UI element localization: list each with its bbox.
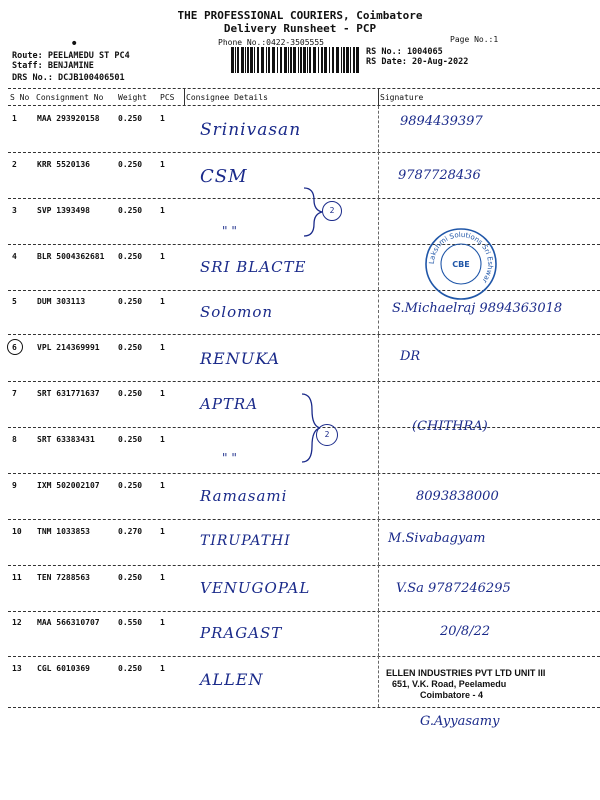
company-title: THE PROFESSIONAL COURIERS, Coimbatore xyxy=(177,9,423,22)
row-consignment-no: TNM 1033853 xyxy=(37,527,90,536)
row-consignment-no: MAA 566310707 xyxy=(37,618,100,627)
row-consignee-handwriting: PRAGAST xyxy=(200,624,283,642)
row-weight: 0.250 xyxy=(118,389,143,398)
row-signature-handwriting: M.Sivabagyam xyxy=(388,531,486,546)
signature-col-divider xyxy=(378,565,379,611)
row-consignment-no: SRT 631771637 xyxy=(37,389,100,398)
row-consignee-handwriting: Ramasami xyxy=(200,487,288,505)
row-sno: 4 xyxy=(12,252,17,261)
row-pcs: 1 xyxy=(160,206,165,215)
row-consignment-no: SVP 1393498 xyxy=(37,206,90,215)
row-divider xyxy=(8,519,600,520)
signature-col-divider xyxy=(378,152,379,198)
row-consignee-handwriting: VENUGOPAL xyxy=(200,579,311,597)
row-divider xyxy=(8,334,600,335)
rs-date: RS Date: 20-Aug-2022 xyxy=(366,57,469,67)
row-divider xyxy=(8,656,600,657)
row-sno: 7 xyxy=(12,389,17,398)
row-pcs: 1 xyxy=(160,252,165,261)
table-header-rule xyxy=(8,105,600,106)
stamp-line-3: Coimbatore - 4 xyxy=(420,690,484,700)
row-pcs: 1 xyxy=(160,435,165,444)
row-divider xyxy=(8,152,600,153)
row-consignment-no: MAA 293920158 xyxy=(37,114,100,123)
col-signature: Signature xyxy=(380,93,424,102)
row-consignee-handwriting: APTRA xyxy=(200,395,259,413)
row-weight: 0.250 xyxy=(118,664,143,673)
signature-col-divider xyxy=(378,427,379,473)
row-signature-handwriting: S.Michaelraj 9894363018 xyxy=(392,301,563,316)
signature-col-divider xyxy=(378,519,379,565)
row-weight: 0.250 xyxy=(118,114,143,123)
row-sno: 1 xyxy=(12,114,17,123)
signature-col-divider xyxy=(378,198,379,244)
row-consignee-handwriting: RENUKA xyxy=(200,349,281,368)
row-divider xyxy=(8,565,600,566)
barcode xyxy=(231,47,359,73)
row-divider xyxy=(8,290,600,291)
row-consignee-handwriting: SRI BLACTE xyxy=(200,258,307,276)
rs-number: RS No.: 1004065 xyxy=(366,47,443,57)
row-consignee-handwriting: Srinivasan xyxy=(200,120,302,140)
col-sno: S No xyxy=(10,93,30,102)
row-signature-handwriting: 9787728436 xyxy=(398,168,481,183)
row-consignment-no: IXM 502002107 xyxy=(37,481,100,490)
row-sno: 9 xyxy=(12,481,17,490)
row-consignment-no: CGL 6010369 xyxy=(37,664,90,673)
row-weight: 0.250 xyxy=(118,297,143,306)
stamp-line-1: ELLEN INDUSTRIES PVT LTD UNIT III xyxy=(386,668,546,678)
company-rubber-stamp xyxy=(386,668,545,701)
row-divider xyxy=(8,611,600,612)
col-consignee: Consignee Details xyxy=(186,93,268,102)
row-weight: 0.250 xyxy=(118,252,143,261)
row-sno: 10 xyxy=(12,527,22,536)
row-pcs: 1 xyxy=(160,527,165,536)
svg-text:CBE: CBE xyxy=(452,260,470,269)
row-weight: 0.250 xyxy=(118,343,143,352)
table-top-rule xyxy=(8,88,600,89)
col-pcs: PCS xyxy=(160,93,175,102)
page-number: Page No.:1 xyxy=(450,35,499,44)
row-consignee-handwriting: CSM xyxy=(200,166,248,187)
row-consignment-no: VPL 214369991 xyxy=(37,343,100,352)
row-divider xyxy=(8,707,600,708)
row-sno: 8 xyxy=(12,435,17,444)
col-weight: Weight xyxy=(118,93,147,102)
row-sno: 5 xyxy=(12,297,17,306)
row-signature-handwriting: DR xyxy=(400,349,421,364)
phone-number: Phone No.:0422-3505555 xyxy=(218,38,324,47)
row-divider xyxy=(8,381,600,382)
signature-col-divider xyxy=(378,473,379,519)
row-pcs: 1 xyxy=(160,114,165,123)
row-pcs: 1 xyxy=(160,297,165,306)
row-sno: 13 xyxy=(12,664,22,673)
row-consignment-no: TEN 7288563 xyxy=(37,573,90,582)
row-sno: 12 xyxy=(12,618,22,627)
row-consignment-no: SRT 63383431 xyxy=(37,435,95,444)
row-pcs: 1 xyxy=(160,343,165,352)
row-sno: 3 xyxy=(12,206,17,215)
route-label: Route: PEELAMEDU ST PC4 xyxy=(12,51,130,61)
col-divider-consignee xyxy=(184,89,185,105)
circled-count-a: 2 xyxy=(322,201,342,221)
stamp-line-2: 651, V.K. Road, Peelamedu xyxy=(392,679,507,689)
ditto-mark-row8: " " xyxy=(222,451,237,465)
row-sno: 6 xyxy=(12,343,17,352)
staff-label: Staff: BENJAMINE xyxy=(12,61,94,71)
row-signature-handwriting: V.Sa 9787246295 xyxy=(396,581,511,596)
row-pcs: 1 xyxy=(160,160,165,169)
row-weight: 0.250 xyxy=(118,481,143,490)
svg-text:Lakshmi Solutions Sri Eshwar: Lakshmi Solutions Sri Eshwar xyxy=(427,230,495,285)
col-consignment: Consignment No xyxy=(36,93,104,102)
row-pcs: 1 xyxy=(160,664,165,673)
row-consignee-handwriting: ALLEN xyxy=(200,670,264,689)
circled-count-b: 2 xyxy=(316,424,338,446)
signature-col-divider xyxy=(378,289,379,334)
row-consignment-no: BLR 5004362681 xyxy=(37,252,105,261)
signature-col-divider xyxy=(378,610,379,656)
row-6-circle xyxy=(7,339,23,355)
row-signature-handwriting: 9894439397 xyxy=(400,114,483,129)
signature-col-divider xyxy=(378,381,379,427)
sheet-title: Delivery Runsheet - PCP xyxy=(223,22,377,35)
row-weight: 0.250 xyxy=(118,160,143,169)
row-signature-handwriting: G.Ayyasamy xyxy=(420,714,500,729)
row-sno: 2 xyxy=(12,160,17,169)
row-signature-handwriting: (CHITHRA) xyxy=(412,419,488,434)
row-consignee-handwriting: TIRUPATHI xyxy=(200,533,291,549)
ditto-mark-row3: " " xyxy=(222,224,237,238)
row-pcs: 1 xyxy=(160,573,165,582)
row-weight: 0.250 xyxy=(118,206,143,215)
row-consignment-no: DUM 303113 xyxy=(37,297,86,306)
row-consignee-handwriting: Solomon xyxy=(200,303,274,321)
round-seal-stamp xyxy=(424,227,498,301)
row-pcs: 1 xyxy=(160,389,165,398)
pen-mark: • xyxy=(70,36,79,52)
row-divider xyxy=(8,244,600,245)
signature-col-divider xyxy=(378,106,379,152)
row-weight: 0.270 xyxy=(118,527,143,536)
row-pcs: 1 xyxy=(160,618,165,627)
signature-col-divider xyxy=(378,335,379,381)
row-divider xyxy=(8,473,600,474)
row-sno: 11 xyxy=(12,573,22,582)
drs-number: DRS No.: DCJB100406501 xyxy=(12,73,125,83)
row-signature-handwriting: 20/8/22 xyxy=(440,624,491,639)
col-divider-signature xyxy=(378,89,379,105)
signature-col-divider xyxy=(378,244,379,290)
row-weight: 0.250 xyxy=(118,435,143,444)
row-weight: 0.550 xyxy=(118,618,143,627)
row-consignment-no: KRR 5520136 xyxy=(37,160,90,169)
row-pcs: 1 xyxy=(160,481,165,490)
row-signature-handwriting: 8093838000 xyxy=(416,489,499,504)
signature-col-divider xyxy=(378,656,379,707)
row-weight: 0.250 xyxy=(118,573,143,582)
